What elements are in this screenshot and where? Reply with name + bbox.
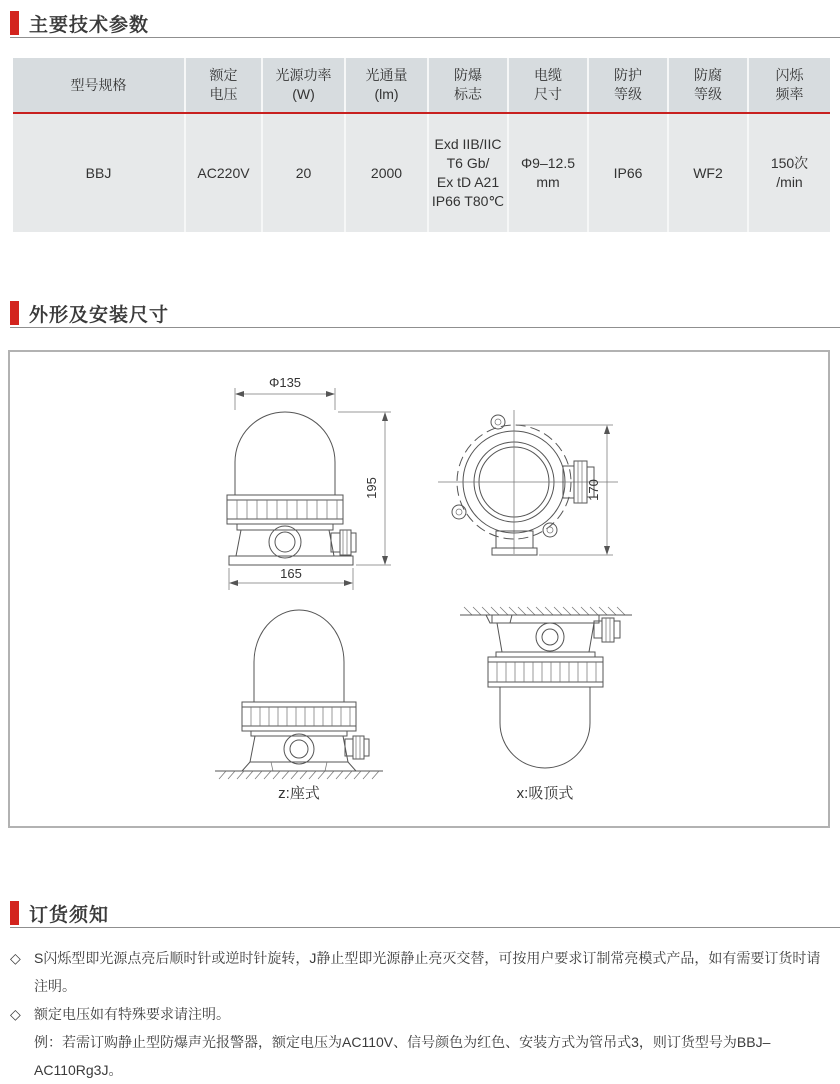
red-bar-icon [10,11,19,35]
cell-flash-rate: 150次 /min [748,113,830,232]
col-header-model: 型号规格 [13,58,185,113]
cell-ex-marking: Exd IIB/IIC T6 Gb/ Ex tD A21 IP66 T80℃ [428,113,508,232]
note-item [10,944,834,1000]
table-header-row [13,58,830,113]
diamond-bullet-icon: ◇ [10,950,21,966]
cell-luminous-flux: 2000 [345,113,428,232]
front-view-drawing [167,372,402,597]
col-header-flash-rate: 闪烁 频率 [748,58,830,113]
mount-caption: x:吸顶式 [516,785,574,802]
dim-label-width: 165 [280,566,302,581]
note-text: 额定电压如有特殊要求请注明。 [34,1006,230,1022]
note-item [10,1000,834,1028]
section-divider [10,37,840,38]
col-header-ex-marking: 防爆 标志 [428,58,508,113]
col-header-ip-rating: 防护 等级 [588,58,668,113]
cell-ip-rating: IP66 [588,113,668,232]
ordering-notes [10,944,834,1084]
col-header-cable-size: 电缆 尺寸 [508,58,588,113]
cell-anticorrosion: WF2 [668,113,748,232]
col-header-anticorrosion: 防腐 等级 [668,58,748,113]
col-header-lamp-power: 光源功率 (W) [262,58,345,113]
dim-label-diameter: Φ135 [268,375,302,390]
diamond-bullet-icon: ◇ [10,1006,21,1022]
section-title: 订货须知 [29,904,110,926]
section-divider [10,327,840,328]
seat-mount-drawing [207,595,392,807]
red-bar-icon [10,901,19,925]
note-text: S闪烁型即光源点亮后顺时针或逆时针旋转，J静止型即光源静止亮灭交替，可按用户要求订制常亮模式产品，如有需要订货时请注明。 [34,950,821,994]
section-header-tech-params [10,8,149,38]
ceiling-mount-drawing [450,595,645,807]
section-header-dimensions [10,298,169,328]
col-header-luminous-flux: 光通量 (lm) [345,58,428,113]
red-bar-icon [10,301,19,325]
note-example: 例：若需订购静止型防爆声光报警器，额定电压为AC110V、信号颜色为红色、安装方式为管吊式3，则订货型号为BBJ–AC110Rg3J。 [34,1034,771,1078]
section-title: 外形及安装尺寸 [29,304,170,326]
cell-rated-voltage: AC220V [185,113,262,232]
table-row [13,113,830,232]
dim-label-height: 195 [364,477,379,499]
tech-params-table [13,58,830,232]
dim-label-height: 170 [586,479,601,501]
cell-model: BBJ [85,164,112,181]
col-header-rated-voltage: 额定 电压 [185,58,262,113]
cell-cable-size: Φ9–12.5 mm [508,113,588,232]
section-title: 主要技术参数 [29,14,150,36]
section-divider [10,927,840,928]
section-header-ordering [10,898,109,928]
mount-caption: z:座式 [278,785,320,802]
dimension-drawings-panel [8,350,830,828]
top-view-drawing [432,400,632,565]
cell-lamp-power: 20 [262,113,345,232]
